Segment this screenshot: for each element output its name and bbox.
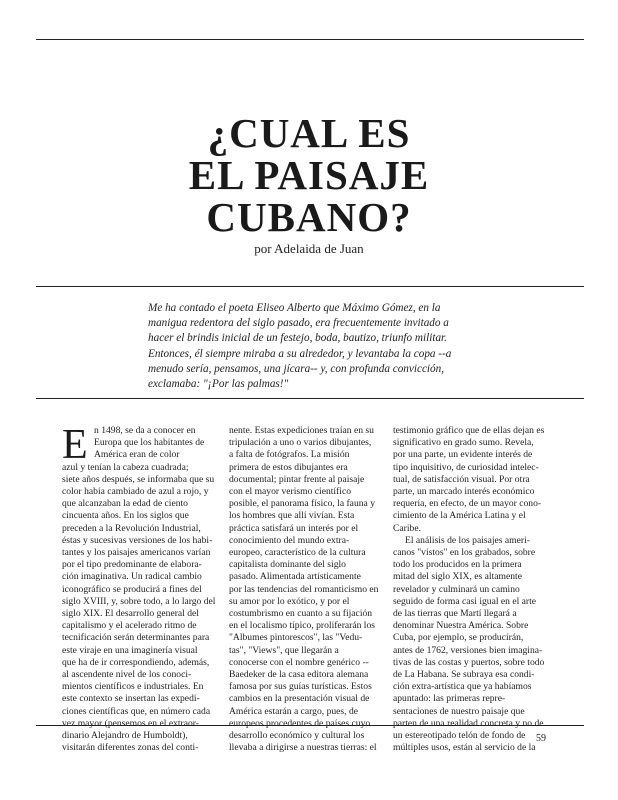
body-text-line: testimonio gráfico que de ellas dejan es bbox=[393, 425, 545, 436]
body-text-line: Caribe. bbox=[393, 522, 421, 534]
page-number: 59 bbox=[536, 733, 546, 744]
body-text-line: llevaba a dirigirse a nuestras tierras: el bbox=[229, 742, 377, 754]
bottom-rule bbox=[36, 725, 584, 726]
body-text-line: con el mayor verismo científico bbox=[229, 486, 352, 498]
drop-cap: E bbox=[62, 422, 88, 468]
body-text-line: requería, en efecto, de un mayor cono- bbox=[393, 498, 542, 510]
body-column-3 bbox=[393, 425, 553, 754]
body-text-line: de La Habana. Se subraya esa condi- bbox=[393, 669, 535, 681]
body-text-line: ciones científicas que, en número cada bbox=[62, 705, 211, 717]
body-text-line: Europa que los habitantes de bbox=[94, 437, 205, 449]
body-text-line: color había cambiado de azul a rojo, y bbox=[62, 486, 209, 498]
body-text-line: por una parte, un evidente interés de bbox=[393, 449, 533, 461]
body-text-line: pasado. Alimentada artísticamente bbox=[229, 571, 361, 583]
epigraph-line: hacer el brindis inicial de un festejo, boda, bautizo, triunfo militar. bbox=[148, 332, 447, 345]
epigraph-line: Me ha contado el poeta Eliseo Alberto que Máximo Gómez, en la bbox=[148, 302, 441, 314]
body-text-line: famosa por sus guías turísticas. Estos bbox=[229, 681, 372, 693]
body-text-line: parte, un marcado interés económico bbox=[393, 486, 535, 498]
body-column-2 bbox=[229, 425, 389, 754]
body-text-line: capitalismo y el acelerado ritmo de bbox=[62, 620, 197, 632]
body-text-line: parten de una realidad concreta y no de bbox=[393, 717, 544, 729]
body-text-line: El análisis de los paisajes ameri- bbox=[405, 534, 530, 546]
body-text-line: Cuba, por ejemplo, se producirán, bbox=[393, 632, 524, 644]
body-column-1 bbox=[62, 422, 222, 754]
body-text-line: preceden a la Revolución Industrial, bbox=[62, 522, 201, 534]
body-text-line: tripulación a uno o varios dibujantes, bbox=[229, 437, 372, 449]
body-text-line: posible, el panorama físico, la fauna y bbox=[229, 498, 375, 510]
body-text-line: práctica satisfará un interés por el bbox=[229, 522, 359, 534]
body-text-line: siglo XIX. El desarrollo general del bbox=[62, 608, 199, 620]
body-text-line: tecnificación serán determinantes para bbox=[62, 632, 210, 644]
body-text-line: por el tipo predominante de elabora- bbox=[62, 559, 202, 571]
body-text-line: visitarán diferentes zonas del conti- bbox=[62, 742, 199, 754]
body-text-line: tas", "Views", que llegarán a bbox=[229, 644, 339, 656]
body-text-line: significativo en grado sumo. Revela, bbox=[393, 437, 534, 449]
body-text-line: costumbrismo en cuanto a su fijación bbox=[229, 608, 373, 620]
body-text-line: todo los producidos en la primera bbox=[393, 559, 522, 571]
body-text-line: "Albumes pintorescos", las "Vedu- bbox=[229, 632, 363, 644]
body-text-line: conocimiento del mundo extra- bbox=[229, 534, 350, 546]
body-text-line: europeo, característico de la cultura bbox=[229, 547, 366, 559]
body-text-line: América estarán a cargo, pues, de bbox=[229, 705, 359, 717]
byline: por Adelaida de Juan bbox=[254, 241, 364, 256]
body-text-line: por las tendencias del romanticismo en bbox=[229, 583, 379, 595]
top-rule bbox=[36, 39, 584, 40]
body-text-line: ción imaginativa. Un radical cambio bbox=[62, 571, 202, 583]
body-text-line: América eran de color bbox=[94, 449, 180, 461]
body-text-line: denominar Nuestra América. Sobre bbox=[393, 620, 529, 632]
epigraph bbox=[148, 301, 548, 392]
body-text-line: siglo XVIII, y, sobre todo, a lo largo del bbox=[62, 595, 216, 607]
body-text-line: éstas y sucesivas versiones de los habi- bbox=[62, 534, 213, 546]
body-text-line: antes de 1762, versiones bien imagina- bbox=[393, 644, 543, 656]
body-text-line: apuntado: las primeras repre- bbox=[393, 693, 506, 705]
title-line: EL PAISAJE bbox=[188, 152, 430, 198]
body-text-line: cincuenta años. En los siglos que bbox=[62, 510, 189, 522]
body-text-line: tual, de satisfacción visual. Por otra bbox=[393, 473, 530, 485]
body-text-line: vez mayor (pensemos en el extraor- bbox=[62, 717, 199, 729]
body-text-line: mientos científicos e industriales. En bbox=[62, 681, 204, 693]
body-text-line: n 1498, se da a conocer en bbox=[94, 425, 196, 436]
body-text-line: este contexto se insertan las expedi- bbox=[62, 693, 200, 705]
body-text-line: siete años después, se informaba que su bbox=[62, 473, 215, 485]
epigraph-line: menudo sería, pensamos, una jícara-- y, con profunda convicción, bbox=[148, 362, 445, 375]
body-text-line: Baedeker de la casa editora alemana bbox=[229, 669, 369, 681]
body-text-line: canos "vistos" en los grabados, sobre bbox=[393, 547, 536, 559]
epigraph-bottom-rule bbox=[36, 398, 584, 399]
body-text-line: su amor por lo exótico, y por el bbox=[229, 595, 350, 607]
body-text-line: iconográfico se producirá a fines del bbox=[62, 583, 202, 595]
body-text-line: desarrollo económico y cultural los bbox=[229, 730, 365, 742]
body-text-line: conocerse con el nombre genérico -- bbox=[229, 656, 369, 668]
epigraph-line: manigua redentora del siglo pasado, era frecuentemente invitado a bbox=[148, 317, 449, 330]
body-text-line: cimiento de la América Latina y el bbox=[393, 510, 526, 522]
body-text-line: este viraje en una imaginería visual bbox=[62, 644, 198, 656]
body-text-line: ción extra-artística que ya habíamos bbox=[393, 681, 532, 693]
epigraph-top-rule bbox=[36, 286, 584, 287]
body-text-line: tivas de las costas y puertos, sobre todo bbox=[393, 656, 545, 668]
body-text-line: a falta de fotógrafos. La misión bbox=[229, 449, 350, 461]
article-title bbox=[0, 112, 618, 238]
title-line: CUBANO? bbox=[206, 194, 412, 240]
epigraph-line: exclamaba: "¡Por las palmas!" bbox=[148, 378, 289, 391]
body-text-line: europeos procedentes de países cuyo bbox=[229, 717, 371, 729]
title-line: ¿CUAL ES bbox=[207, 110, 411, 156]
body-text-line: los hombres que allí vivían. Esta bbox=[229, 510, 355, 522]
body-text-line: que ha de ir correspondiendo, además, bbox=[62, 656, 210, 668]
body-text-line: tipo inquisitivo, de curiosidad intelec- bbox=[393, 461, 539, 473]
body-text-line: múltiples usos, están al servicio de la bbox=[393, 742, 536, 754]
body-text-line: que alcanzaban la edad de ciento bbox=[62, 498, 188, 510]
body-text-line: documental; pintar frente al paisaje bbox=[229, 473, 365, 485]
body-text-line: un estereotipado telón de fondo de bbox=[393, 730, 526, 742]
body-text-line: mitad del siglo XIX, es altamente bbox=[393, 571, 522, 583]
body-text-line: al ascendente nivel de los conoci- bbox=[62, 669, 192, 681]
body-text-line: dinario Alejandro de Humboldt), bbox=[62, 730, 188, 742]
body-text-line: tantes y los paisajes americanos varían bbox=[62, 547, 211, 559]
body-text-line: primera de estos dibujantes era bbox=[229, 461, 348, 473]
body-text-line: azul y tenían la cabeza cuadrada; bbox=[62, 461, 189, 473]
body-text-line: de las tierras que Martí llegará a bbox=[393, 608, 517, 620]
body-text-line: seguido de forma casi igual en el arte bbox=[393, 595, 537, 607]
epigraph-line: Entonces, él siempre miraba a su alrededor, y levantaba la copa --a bbox=[148, 347, 452, 360]
body-text-line: revelador y culminará un camino bbox=[393, 583, 520, 595]
body-text-line: en el localismo típico, proliferarán los bbox=[229, 620, 375, 632]
body-text-line: sentaciones de nuestro paisaje que bbox=[393, 705, 525, 717]
body-text-line: cambios en la presentación visual de bbox=[229, 693, 370, 705]
body-text-line: nente. Estas expediciones traían en su bbox=[229, 425, 374, 436]
body-text-line: capitalista dominante del siglo bbox=[229, 559, 346, 571]
